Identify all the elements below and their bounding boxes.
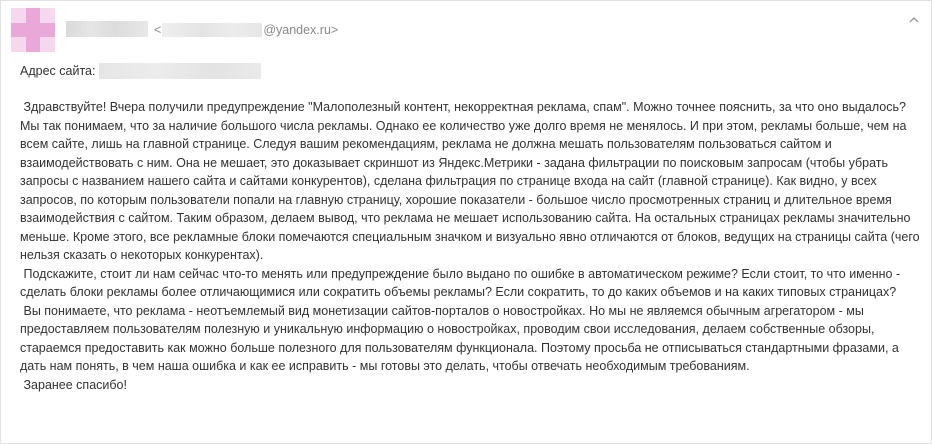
sender-email-open-bracket: <	[154, 23, 162, 37]
body-paragraph-1: Здравствуйте! Вчера получили предупреждение "Малополезный контент, некорректная реклама, спам". Можно точнее пояснить, за что оно выдалось? Мы так понимаем, что за наличие большого числа рекламы. Однако ее количество уже долго время не менялось. И при этом, рекламы больше, чем на всем сайте, лишь на главной странице. Следуя вашим рекомендациям, реклама не должна мешать пользователям пользоваться сайтом и взаимодействовать с ним. Она не мешает, это доказывает скриншот из Яндекс.Метрики - задана фильтрации по поисковым запросам (чтобы убрать запросы с названием нашего сайта и сайтами конкурентов), сделана фильтрация по странице входа на сайт (главной странице). Как видно, у всех запросов, по которым пользователи попали на главную страницу, хорошие показатели - большое число просмотренных страниц и длительное время взаимодействия с сайтом. Таким образом, делаем вывод, что реклама не мешает использованию сайта. На остальных страницах рекламы значительно меньше. Кроме этого, все рекламные блоки помечаются специальным значком и визуально явно отличаются от блоков, ведущих на страницы сайта (чего нельзя сказать о некоторых конкурентах).	[20, 100, 924, 262]
sender-email-redacted	[162, 23, 262, 37]
body-spacer	[20, 81, 924, 98]
site-address-row	[20, 61, 924, 81]
sender-email-domain: @yandex.ru>	[263, 23, 339, 37]
avatar-pattern-horizontal	[11, 23, 55, 37]
message-header	[1, 1, 931, 53]
body-paragraph-2: Подскажите, стоит ли нам сейчас что-то менять или предупреждение было выдано по ошибке в автоматическом режиме? Если стоит, то что именно - сделать блоки рекламы более отличающимися или сократить объемы рекламы? Если сократить, то до каких объемов и на каких типовых страницах?	[20, 266, 904, 299]
message-body	[20, 61, 924, 394]
sender-avatar[interactable]	[11, 8, 55, 52]
body-paragraph-4: Заранее спасибо!	[20, 377, 127, 392]
chevron-up-icon[interactable]	[907, 13, 921, 27]
sender-email[interactable]	[154, 21, 338, 39]
sender-name-redacted[interactable]	[66, 21, 148, 37]
site-address-label: Адрес сайта:	[20, 63, 96, 78]
site-address-redacted	[99, 63, 261, 79]
body-paragraph-3: Вы понимаете, что реклама - неотъемлемый вид монетизации сайтов-порталов о новостройках. Но мы не являемся обычным агрегатором - мы предоставляем пользователям полезную и уникальную информацию о новостройках, проводим свои исследования, делаем собственные обзоры, стараемся предоставить как можно больше полезного для пользователям функционала. Поэтому просьба не отписываться стандартными фразами, а дать нам понять, в чем наша ошибка и как ее исправить - мы готовы это делать, чтобы отвечать необходимым требованиям.	[20, 303, 903, 373]
